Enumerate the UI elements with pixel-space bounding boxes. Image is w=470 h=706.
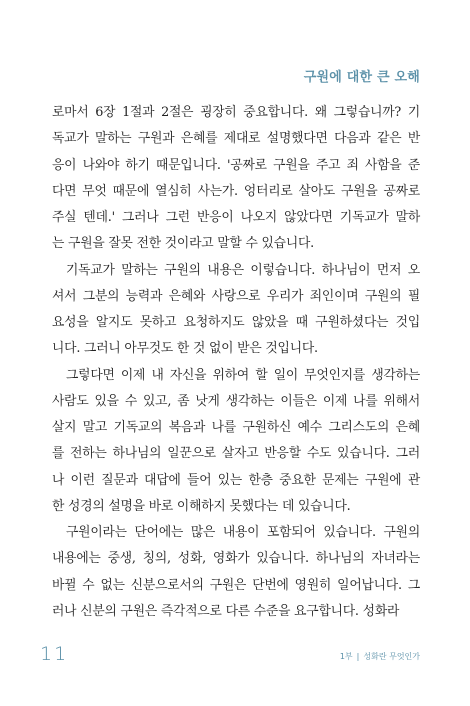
footer-running-title	[340, 651, 420, 662]
page-number: 11	[40, 643, 69, 665]
text-line: 기독교가 말하는 구원의 내용은 이렇습니다. 하나님이 먼저 오	[66, 262, 420, 278]
text-line: 주실 텐데.' 그러나 그런 반응이 나오지 않았다면 기독교가 말하	[52, 210, 420, 225]
paragraph	[52, 363, 420, 521]
text-line: 니다. 그러니 아무것도 한 것 없이 받은 것입니다.	[52, 341, 318, 357]
text-line: 다면 무엇 때문에 열심히 사는가. 엉터리로 살아도 구원을 공짜로	[52, 183, 420, 199]
text-line: 내용에는 중생, 칭의, 성화, 영화가 있습니다. 하나님의 자녀라는	[52, 551, 420, 567]
footer-separator: |	[356, 652, 360, 661]
text-line: 러나 신분의 구원은 즉각적으로 다른 수준을 요구합니다. 성화라	[52, 603, 400, 619]
body-text	[52, 100, 420, 625]
footer-part: 1부	[339, 652, 353, 661]
text-line: 그렇다면 이제 내 자신을 위하여 할 일이 무엇인지를 생각하는	[66, 367, 420, 383]
text-line: 요성을 알지도 못하고 요청하지도 않았을 때 구원하셨다는 것입	[52, 315, 420, 330]
text-line: 로마서 6장 1절과 2절은 굉장히 중요합니다. 왜 그렇습니까? 기	[52, 105, 420, 120]
text-line: 바뀔 수 없는 신분으로서의 구원은 단번에 영원히 일어납니다. 그	[52, 577, 420, 593]
text-line: 응이 나와야 하기 때문입니다. '공짜로 구원을 주고 죄 사함을 준	[52, 157, 420, 173]
text-line: 는 구원을 잘못 전한 것이라고 말할 수 있습니다.	[52, 236, 315, 252]
text-line: 셔서 그분의 능력과 은혜와 사랑으로 우리가 죄인이며 구원의 필	[52, 288, 420, 304]
footer-chapter: 성화란 무엇인가	[363, 652, 420, 661]
text-line: 독교가 말하는 구원과 은혜를 제대로 설명했다면 다음과 같은 반	[52, 131, 420, 147]
text-line: 구원이라는 단어에는 많은 내용이 포함되어 있습니다. 구원의	[66, 525, 420, 540]
text-line: 한 성경의 설명을 바로 이해하지 못했다는 데 있습니다.	[52, 498, 351, 514]
paragraph	[52, 520, 420, 625]
text-line: 나 이런 질문과 대답에 들어 있는 한층 중요한 문제는 구원에 관	[52, 472, 420, 488]
paragraph	[52, 100, 420, 258]
text-line: 를 전하는 하나님의 일꾼으로 살자고 반응할 수도 있습니다. 그러	[52, 446, 420, 462]
text-line: 사람도 있을 수 있고, 좀 낫게 생각하는 이들은 이제 나를 위해서	[52, 393, 420, 409]
text-line: 살지 말고 기독교의 복음과 나를 구원하신 예수 그리스도의 은혜	[52, 420, 420, 435]
paragraph	[52, 258, 420, 363]
running-title: 구원에 대한 큰 오해	[303, 70, 420, 85]
